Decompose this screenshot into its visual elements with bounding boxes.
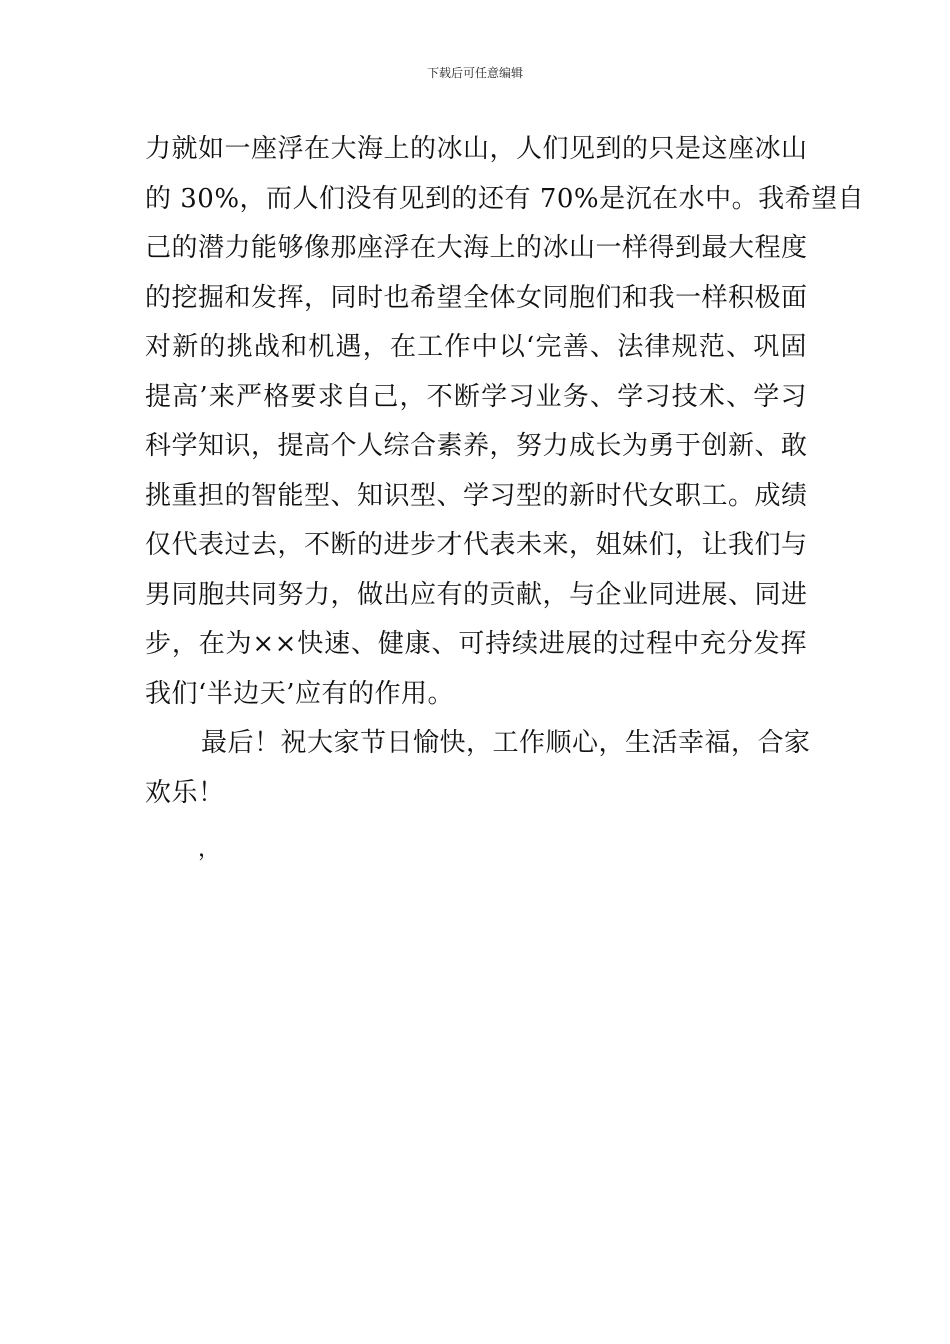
text-line: 步，在为××快速、健康、可持续进展的过程中充分发挥	[145, 629, 807, 659]
text-line: 力就如一座浮在大海上的冰山，人们见到的只是这座冰山	[145, 134, 808, 164]
text-line: 己的潜力能够像那座浮在大海上的冰山一样得到最大程度	[145, 233, 808, 263]
text-line: 提高’来严格要求自己，不断学习业务、学习技术、学习	[145, 381, 807, 412]
text-line: 的挖掘和发挥，同时也希望全体女同胞们和我一样积极面	[145, 282, 808, 313]
text-line: 男同胞共同努力，做出应有的贡献，与企业同进展、同进	[145, 579, 808, 610]
paragraph-closing	[145, 719, 811, 818]
trailing-comma: ，	[198, 837, 221, 862]
text-line: 我们‘半边天’应有的作用。	[145, 678, 455, 709]
text-line: 仅代表过去，不断的进步才代表未来，姐妹们，让我们与	[145, 530, 808, 560]
text-line: 的 30%，而人们没有见到的还有 70%是沉在水中。我希望自	[145, 183, 865, 214]
text-line: 对新的挑战和机遇，在工作中以‘完善、法律规范、巩固	[145, 332, 807, 362]
page-header: 下载后可任意编辑	[426, 66, 523, 80]
text-line: 科学知识，提高个人综合素养，努力成长为勇于创新、敢	[145, 431, 808, 461]
text-line: 欢乐！	[145, 777, 225, 808]
document-body	[145, 125, 865, 818]
paragraph-main	[145, 125, 865, 719]
text-line: 最后！祝大家节日愉快，工作顺心，生活幸福，合家	[201, 728, 811, 758]
text-line: 挑重担的智能型、知识型、学习型的新时代女职工。成绩	[145, 480, 808, 511]
